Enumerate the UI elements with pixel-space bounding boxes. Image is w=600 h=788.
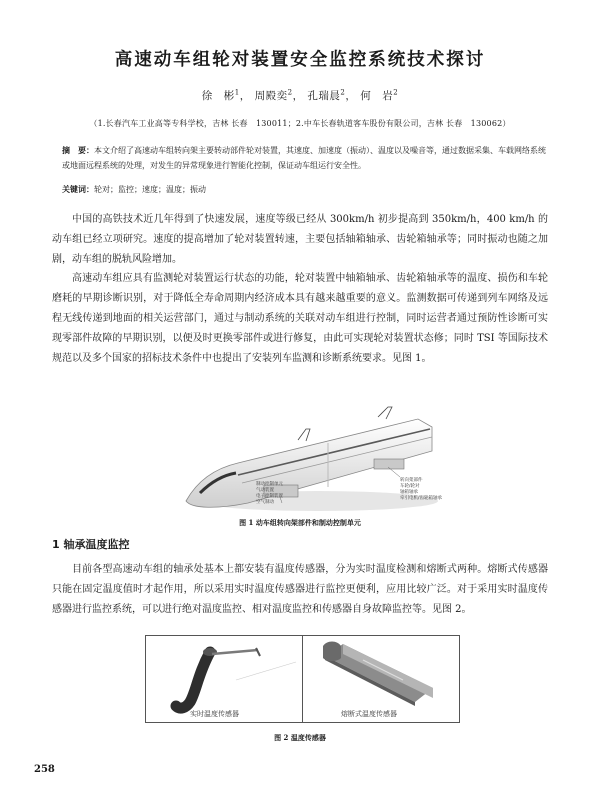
figure1-caption: 图 1 动车组转向架部件和制动控制单元 (239, 518, 361, 527)
train-figure (178, 405, 443, 513)
author-name: 周殿奕 (254, 90, 288, 102)
page-number: 258 (34, 764, 55, 775)
abstract-text: 本文介绍了高速动车组转向架主要转动部件轮对装置，其速度、加速度（振动）、温度以及噪音等，通过数据采集、车载网络系统或地面远程系统的处理，对发生的异常现象进行智能化控制，保证动车组运行安全性。 (62, 146, 546, 170)
body-paragraph: 目前各型高速动车组的轴承处基本上都安装有温度传感器，分为实时温度检测和熔断式两种。熔断式传感器只能在固定温度值时才起作用，所以采用实时温度传感器进行监控更便利，应用比较广泛。对于采用实时温度传感器进行监控系统，可以进行绝对温度监控、相对温度监控和传感器自身故障监控等。见图 2。 (52, 564, 548, 615)
author-sup: 2 (287, 88, 293, 97)
legend-label: 牵引电机/齿轮箱轴承 (400, 496, 443, 501)
body-paragraph: 中国的高铁技术近几年得到了快速发展，速度等级已经从 300km/h 初步提高到 350km/h，400 km/h 的动车组已经立项研究。速度的提高增加了轮对装置转速，主要包括轴箱轴承、齿轮箱轴承等；同时振动也随之加剧，动车组的脱轨风险增加。 (52, 214, 548, 265)
keywords-label: 关键词： (62, 184, 94, 194)
body-paragraph: 高速动车组应具有监测轮对装置运行状态的功能，轮对装置中轴箱轴承、齿轮箱轴承等的温度、损伤和车轮磨耗的早期诊断识别，对于降低全寿命周期内经济成本具有越来越重要的意义。监测数据可传递到列车网络及远程无线传递到地面的相关运营部门，通过与制动系统的关联对动车组进行控制，同时运营者通过预防性诊断可实现零部件故障的早期识别，以便及时更换零部件或进行修复，由此可实现轮对装置状态修；同时 TSI 等国际技术规范以及多个国家的招标技术条件中也提出了安装列车监测和诊断系统要求。见图 1。 (52, 273, 548, 364)
section1-body (52, 560, 548, 619)
author-sup: 1 (234, 88, 240, 97)
intro-paragraphs (52, 210, 548, 368)
legend-label: 转向架部件 (400, 478, 423, 483)
author-sup: 2 (340, 88, 346, 97)
keywords-text: 轮对；监控；速度；温度；振动 (94, 185, 206, 194)
paper-title: 高速动车组轮对装置安全监控系统技术探讨 (114, 50, 486, 70)
legend-label: 空气制动 (256, 500, 274, 505)
abstract-label: 摘 要： (62, 145, 94, 155)
author-line: 徐 彬$^1$， 周殿奕$^2$， 孔瑞晨$^2$， 何 岩$^2$ (201, 88, 399, 102)
author-name: 孔瑞晨 (307, 90, 341, 102)
author-name: 徐 彬 (201, 90, 235, 102)
legend-label: 电子控制装置 (256, 494, 283, 499)
legend-label: 气动装置 (256, 488, 274, 493)
realtime-sensor-label: 实时温度传感器 (190, 710, 239, 718)
section-heading: 1 轴承温度监控 (52, 538, 130, 551)
sensor-figure (145, 635, 460, 723)
author-sup: 2 (393, 88, 399, 97)
fusible-sensor-label: 熔断式温度传感器 (341, 710, 397, 718)
figure2-caption: 图 2 温度传感器 (274, 733, 326, 742)
abstract (62, 143, 546, 173)
affiliation: （1.长春汽车工业高等专科学校，吉林 长春 130011；2.中车长春轨道客车股份有限公司，吉林 长春 130062） (89, 119, 511, 128)
legend-label: 车轮/轮对 (400, 484, 420, 489)
legend-label: 制动控制单元 (256, 482, 283, 487)
keywords (62, 184, 546, 195)
author-name: 何 岩 (360, 90, 394, 102)
legend-label: 轴箱轴承 (400, 490, 418, 495)
